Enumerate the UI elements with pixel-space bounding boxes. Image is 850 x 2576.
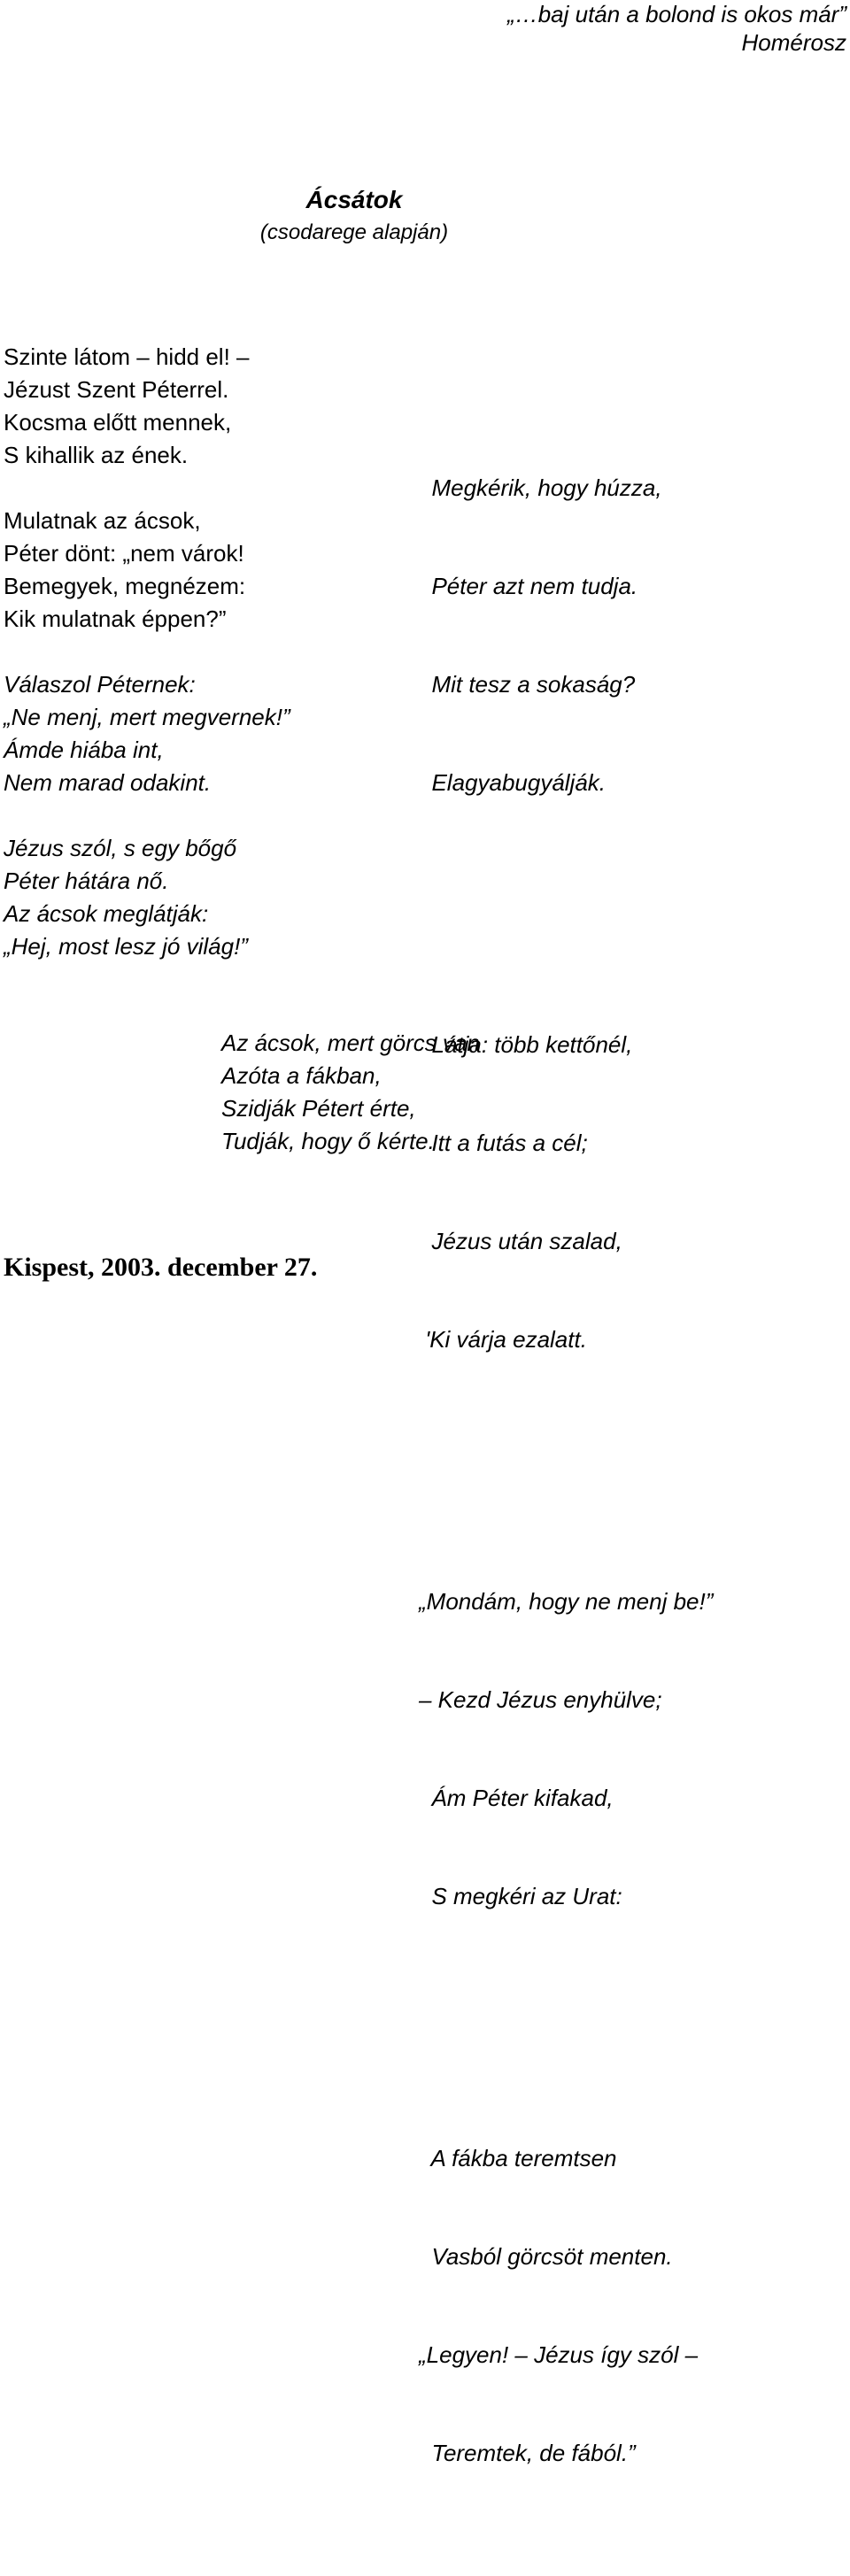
epigraph — [227, 0, 846, 57]
poem-line: Mulatnak az ácsok, — [4, 507, 201, 534]
poem-line: Péter hátára nő. — [4, 868, 169, 894]
poem-line: Tudják, hogy ő kérte. — [221, 1128, 435, 1154]
poem-line: „Ne menj, mert megvernek!” — [4, 704, 290, 730]
poem-line: Látja: több kettőnél, — [419, 1031, 633, 1058]
stanza — [419, 1520, 713, 1978]
poem-line: Jézus után szalad, — [419, 1228, 622, 1254]
poem-line: Vasból görcsöt menten. — [419, 2243, 673, 2270]
poem-line: Elagyabugyálják. — [419, 769, 607, 796]
poem-line: Nem marad odakint. — [4, 769, 212, 796]
poem-line: Megkérik, hogy húzza, — [419, 474, 662, 501]
poem-line: Péter dönt: „nem várok! — [4, 540, 244, 567]
poem-line: „Hej, most lesz jó világ!” — [4, 933, 248, 960]
epigraph-quote: „…baj után a bolond is okos már” — [507, 1, 846, 27]
poem-line: Kik mulatnak éppen?” — [4, 605, 227, 632]
poem-line: Itt a futás a cél; — [419, 1130, 588, 1156]
poem-line: Jézust Szent Péterrel. — [4, 376, 229, 403]
poem-line: Az ácsok, mert görcs van — [221, 1030, 480, 1056]
left-column — [4, 341, 290, 963]
signature-date: Kispest, 2003. december 27. — [4, 1253, 318, 1282]
poem-line: S megkéri az Urat: — [419, 1883, 622, 1909]
poem-line: Válaszol Péternek: — [4, 671, 196, 698]
stanza — [419, 406, 713, 865]
poem-line: A fákba teremtsen — [419, 2145, 617, 2171]
stanza — [4, 341, 290, 472]
poem-line: Ámde hiába int, — [4, 737, 164, 763]
stanza — [4, 832, 290, 963]
poem-line: Szinte látom – hidd el! – — [4, 343, 250, 370]
stanza — [419, 2077, 713, 2535]
poem-line: Kocsma előtt mennek, — [4, 409, 232, 436]
poem-subtitle: (csodarege alapján) — [259, 220, 449, 244]
poem-line: „Legyen! – Jézus így szól – — [419, 2341, 699, 2368]
poem-line: – Kezd Jézus enyhülve; — [419, 1686, 662, 1713]
right-column — [419, 341, 713, 2576]
poem-line: Bemegyek, megnézem: — [4, 573, 246, 599]
poem-line: Jézus szól, s egy bőgő — [4, 835, 237, 861]
poem-line: Teremtek, de fából.” — [419, 2440, 636, 2466]
poem-line: Azóta a fákban, — [221, 1062, 382, 1089]
poem-line: „Mondám, hogy ne menj be!” — [419, 1588, 714, 1615]
poem-line: Ám Péter kifakad, — [419, 1785, 614, 1811]
poem-line: Péter azt nem tudja. — [419, 573, 638, 599]
stanza — [4, 505, 290, 636]
poem-line: 'Ki várja ezalatt. — [419, 1326, 587, 1353]
title-block — [177, 183, 531, 249]
poem-title: Ácsátok — [305, 186, 403, 213]
epigraph-author: Homérosz — [741, 29, 846, 56]
poem-line: Mit tesz a sokaság? — [419, 671, 636, 698]
final-stanza — [221, 1027, 480, 1158]
stanza — [4, 668, 290, 799]
poem-line: Szidják Pétert érte, — [221, 1095, 416, 1122]
poem-line: S kihallik az ének. — [4, 442, 189, 468]
poem-line: Az ácsok meglátják: — [4, 900, 209, 927]
